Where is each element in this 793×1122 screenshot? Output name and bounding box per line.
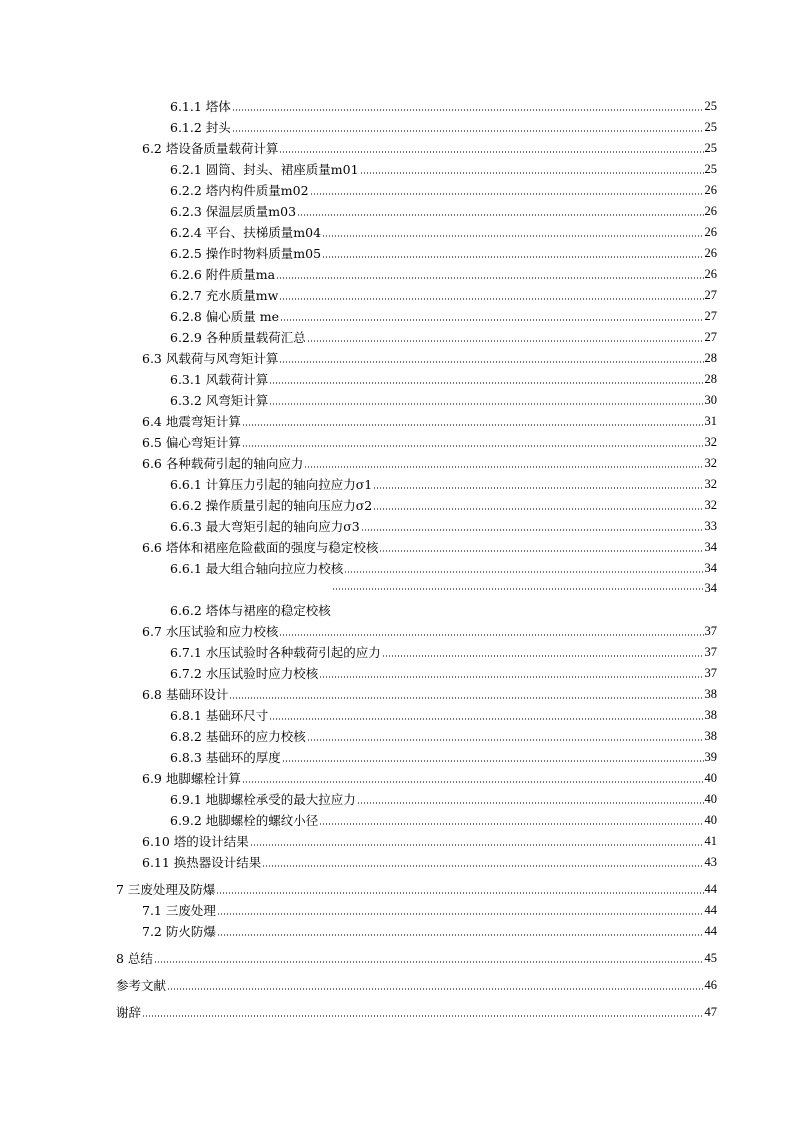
toc-entry-title: 6.7.1 水压试验时各种载荷引起的应力 (170, 645, 381, 660)
toc-entry[interactable] (0, 999, 793, 1020)
toc-entry-page-number: 34 (704, 540, 717, 554)
toc-entry[interactable] (0, 849, 793, 870)
toc-entry-title: 6.2.4 平台、扶梯质量m04 (170, 225, 322, 240)
toc-entry-title: 6.2 塔设备质量载荷计算 (142, 141, 279, 156)
toc-dot-leader (232, 130, 704, 132)
toc-entry-title: 6.9.2 地脚螺栓的螺纹小径 (170, 813, 319, 828)
toc-entry-page-number: 26 (704, 183, 717, 197)
toc-entry[interactable] (0, 93, 793, 114)
toc-entry-page-number: 25 (704, 141, 717, 155)
toc-dot-leader (279, 634, 703, 636)
toc-entry-page-number: 25 (704, 162, 717, 176)
toc-entry[interactable] (0, 807, 793, 828)
toc-entry[interactable] (0, 786, 793, 807)
toc-entry[interactable] (0, 198, 793, 219)
toc-dot-leader (373, 508, 703, 510)
toc-entry-title: 6.6.1 最大组合轴向拉应力校核 (170, 561, 344, 576)
toc-dot-leader (307, 739, 704, 741)
toc-entry[interactable] (0, 408, 793, 429)
toc-dot-leader (167, 988, 703, 990)
toc-entry-title: 6.2.6 附件质量ma (170, 267, 276, 282)
toc-dot-leader (382, 655, 704, 657)
toc-entry-page-number: 34 (704, 581, 717, 595)
toc-dot-leader (361, 529, 704, 531)
toc-entry-page-number: 47 (704, 1005, 717, 1019)
toc-dot-leader (282, 760, 704, 762)
toc-entry[interactable] (0, 114, 793, 135)
toc-entry-page-number: 30 (704, 393, 717, 407)
toc-entry[interactable] (0, 639, 793, 660)
toc-entry-page-number: 37 (704, 666, 717, 680)
toc-entry-title: 6.3.2 风弯矩计算 (170, 393, 269, 408)
toc-entry[interactable] (0, 177, 793, 198)
toc-dot-leader (242, 781, 704, 783)
toc-entry[interactable] (0, 744, 793, 765)
toc-dot-leader (279, 298, 703, 300)
toc-entry[interactable] (0, 219, 793, 240)
toc-dot-leader (154, 961, 704, 963)
toc-entry-page-number: 38 (704, 687, 717, 701)
toc-dot-leader (242, 445, 704, 447)
toc-dot-leader (297, 214, 703, 216)
toc-entry[interactable] (0, 261, 793, 282)
toc-entry-title: 6.9 地脚螺栓计算 (142, 771, 241, 786)
toc-entry-page-number: 32 (704, 435, 717, 449)
toc-entry-page-number: 41 (704, 834, 717, 848)
toc-dot-leader (279, 151, 703, 153)
toc-dot-leader (142, 1015, 703, 1017)
toc-dot-leader (232, 109, 704, 111)
toc-entry-page-number: 32 (704, 456, 717, 470)
toc-entry[interactable] (0, 945, 793, 966)
toc-entry-title: 6.2.7 充水质量mw (170, 288, 279, 303)
toc-dot-leader (322, 256, 703, 258)
toc-dot-leader (216, 892, 703, 894)
toc-entry-title: 6.7 水压试验和应力校核 (142, 624, 279, 639)
toc-entry[interactable] (0, 303, 793, 324)
toc-entry-title: 6.1.1 塔体 (170, 99, 231, 114)
toc-entry-title: 6.2.9 各种质量载荷汇总 (170, 330, 306, 345)
toc-dot-leader (279, 361, 703, 363)
toc-entry-title: 6.4 地震弯矩计算 (142, 414, 241, 429)
toc-dot-leader (360, 172, 704, 174)
toc-dot-leader (269, 403, 703, 405)
toc-entry[interactable] (0, 429, 793, 450)
toc-entry-title: 6.8 基础环设计 (142, 687, 229, 702)
toc-entry-title: 6.2.3 保温层质量m03 (170, 204, 297, 219)
toc-dot-leader (319, 676, 703, 678)
toc-entry-page-number: 25 (704, 99, 717, 113)
toc-dot-leader (229, 697, 703, 699)
toc-entry[interactable] (0, 876, 793, 897)
toc-dot-leader (357, 802, 704, 804)
toc-entry-title: 6.3 风载荷与风弯矩计算 (142, 351, 279, 366)
toc-entry-page-number: 32 (704, 498, 717, 512)
toc-dot-leader (319, 823, 703, 825)
toc-entry-page-number: 44 (704, 882, 717, 896)
toc-entry-title: 6.6.3 最大弯矩引起的轴向应力σ3 (170, 519, 360, 534)
toc-entry-page-number: 26 (704, 246, 717, 260)
toc-entry-title: 6.9.1 地脚螺栓承受的最大拉应力 (170, 792, 356, 807)
toc-entry-page-number: 37 (704, 645, 717, 659)
toc-entry-title: 6.6 各种载荷引起的轴向应力 (142, 456, 304, 471)
toc-entry[interactable] (0, 450, 793, 471)
toc-entry-title: 7 三废处理及防爆 (116, 882, 216, 897)
toc-entry[interactable] (0, 513, 793, 534)
toc-entry[interactable] (0, 324, 793, 345)
toc-entry-title: 6.6.2 塔体与裙座的稳定校核 (170, 603, 331, 618)
toc-dot-leader (304, 466, 703, 468)
toc-entry-page-number: 37 (704, 624, 717, 638)
toc-entry-page-number: 40 (704, 771, 717, 785)
toc-dot-leader (276, 277, 703, 279)
toc-entry-title: 7.2 防火防爆 (142, 924, 216, 939)
toc-entry[interactable] (0, 240, 793, 261)
toc-dot-leader (322, 235, 703, 237)
toc-dot-leader (307, 340, 704, 342)
toc-entry-title: 6.6.1 计算压力引起的轴向拉应力σ1 (170, 477, 373, 492)
toc-entry[interactable] (0, 387, 793, 408)
toc-entry-page-number: 25 (704, 120, 717, 134)
toc-entry[interactable] (0, 135, 793, 156)
toc-entry[interactable] (0, 723, 793, 744)
toc-dot-leader (344, 571, 703, 573)
toc-entry-page-number: 27 (704, 309, 717, 323)
toc-entry-title: 6.1.2 封头 (170, 120, 231, 135)
toc-entry[interactable] (0, 345, 793, 366)
toc-entry-title: 6.2.8 偏心质量 me (170, 309, 280, 324)
toc-entry-page-number: 43 (704, 855, 717, 869)
toc-entry[interactable] (0, 471, 793, 492)
toc-entry-page-number: 40 (704, 792, 717, 806)
toc-dot-leader (269, 382, 703, 384)
toc-entry[interactable] (0, 555, 793, 576)
toc-entry[interactable] (0, 828, 793, 849)
toc-entry-page-number: 31 (704, 414, 717, 428)
toc-entry-title: 7.1 三废处理 (142, 903, 216, 918)
toc-dot-leader (332, 588, 704, 590)
toc-dot-leader (217, 913, 704, 915)
toc-entry-page-number: 38 (704, 729, 717, 743)
toc-entry-page-number: 26 (704, 204, 717, 218)
toc-entry-page-number: 40 (704, 813, 717, 827)
toc-entry-page-number: 39 (704, 750, 717, 764)
toc-entry-page-number: 27 (704, 288, 717, 302)
toc-entry-page-number: 44 (704, 903, 717, 917)
toc-entry-title: 6.2.2 塔内构件质量m02 (170, 183, 309, 198)
toc-entry-page-number: 46 (704, 978, 717, 992)
toc-dot-leader (379, 550, 703, 552)
toc-entry-page-number: 32 (704, 477, 717, 491)
toc-entry-title: 谢辞 (116, 1005, 142, 1020)
toc-dot-leader (310, 193, 704, 195)
toc-entry-title: 6.3.1 风载荷计算 (170, 372, 269, 387)
toc-dot-leader (280, 319, 703, 321)
toc-entry-page-number: 27 (704, 330, 717, 344)
toc-entry-title: 6.8.3 基础环的厚度 (170, 750, 281, 765)
toc-entry-page-number: 28 (704, 351, 717, 365)
toc-entry-title: 6.8.2 基础环的应力校核 (170, 729, 306, 744)
toc-entry[interactable] (0, 702, 793, 723)
toc-entry[interactable] (0, 918, 793, 939)
toc-entry-page-number: 26 (704, 267, 717, 281)
toc-entry[interactable] (0, 897, 793, 918)
toc-entry-title: 6.11 换热器设计结果 (142, 855, 262, 870)
toc-entry[interactable] (0, 366, 793, 387)
toc-entry-page-number: 28 (704, 372, 717, 386)
toc-entry-title: 6.6 塔体和裙座危险截面的强度与稳定校核 (142, 540, 379, 555)
toc-entry[interactable] (0, 660, 793, 681)
toc-entry[interactable] (0, 534, 793, 555)
toc-entry[interactable] (0, 576, 793, 618)
toc-entry-title: 6.2.5 操作时物料质量m05 (170, 246, 322, 261)
toc-entry-page-number: 34 (704, 561, 717, 575)
toc-entry-page-number: 38 (704, 708, 717, 722)
toc-entry[interactable] (0, 492, 793, 513)
toc-entry-page-number: 33 (704, 519, 717, 533)
toc-entry-title: 6.2.1 圆筒、封头、裙座质量m01 (170, 162, 359, 177)
toc-entry-title: 6.8.1 基础环尺寸 (170, 708, 269, 723)
toc-dot-leader (262, 865, 703, 867)
table-of-contents (0, 93, 793, 1020)
toc-dot-leader (242, 424, 704, 426)
toc-entry-page-number: 44 (704, 924, 717, 938)
toc-entry-title: 6.10 塔的设计结果 (142, 834, 249, 849)
toc-entry-title: 6.7.2 水压试验时应力校核 (170, 666, 319, 681)
toc-dot-leader (217, 934, 704, 936)
toc-entry-title: 参考文献 (116, 978, 167, 993)
toc-entry[interactable] (0, 282, 793, 303)
toc-entry[interactable] (0, 156, 793, 177)
toc-entry-title: 6.6.2 操作质量引起的轴向压应力σ2 (170, 498, 373, 513)
toc-entry-title: 8 总结 (116, 951, 153, 966)
toc-entry[interactable] (0, 972, 793, 993)
toc-entry[interactable] (0, 765, 793, 786)
toc-entry[interactable] (0, 681, 793, 702)
toc-dot-leader (269, 718, 703, 720)
toc-entry-page-number: 26 (704, 225, 717, 239)
toc-entry-title: 6.5 偏心弯矩计算 (142, 435, 241, 450)
toc-entry[interactable] (0, 618, 793, 639)
toc-dot-leader (250, 844, 704, 846)
toc-entry-page-number: 45 (704, 951, 717, 965)
toc-dot-leader (373, 487, 703, 489)
